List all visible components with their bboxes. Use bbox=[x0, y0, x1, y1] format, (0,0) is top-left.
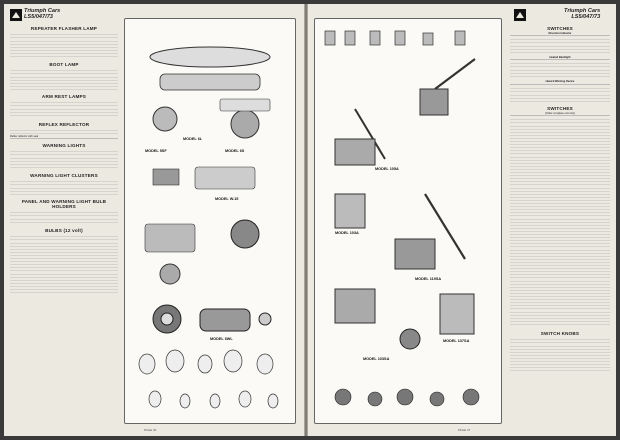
caption-model-103sa: MODEL 103SA bbox=[363, 357, 390, 361]
caption-model-6wl: MODEL 6WL bbox=[210, 337, 233, 341]
header-code: LS5/047/73 bbox=[24, 14, 53, 21]
section-title: REFLEX REFLECTOR bbox=[38, 122, 90, 127]
header-brand: Triumph Cars bbox=[24, 8, 61, 14]
triumph-logo-icon bbox=[514, 9, 526, 21]
subtitle-order-complete: (Order complete unit only) bbox=[545, 111, 575, 115]
right-page bbox=[308, 4, 616, 436]
subtitle-heated-backlight: Heated Backlight bbox=[549, 56, 571, 60]
section-title: BOOT LAMP bbox=[49, 62, 79, 67]
section-warning-clusters bbox=[10, 173, 118, 195]
section-bulbs bbox=[10, 228, 118, 294]
section-switch-knobs bbox=[510, 331, 610, 373]
page-header bbox=[24, 8, 60, 21]
header-brand: Triumph Cars bbox=[564, 8, 601, 14]
caption-model-w15: MODEL W.15 bbox=[215, 197, 239, 201]
caption-model-105a: MODEL 105A bbox=[375, 167, 399, 171]
caption-model-119sa: MODEL 119SA bbox=[415, 277, 442, 281]
page-header bbox=[564, 8, 600, 21]
lamp-parts-illustration bbox=[125, 19, 295, 423]
subtitle-hazard-warning: Hazard Warning Device bbox=[545, 80, 575, 84]
caption-model-5sf: MODEL 5SF bbox=[145, 149, 167, 153]
page-number: PAGE 36 bbox=[144, 428, 157, 432]
switch-parts-illustration bbox=[315, 19, 501, 423]
section-repeater-flasher bbox=[10, 26, 118, 58]
caption-model-137sa: MODEL 137SA bbox=[443, 339, 470, 343]
left-text-column bbox=[10, 26, 118, 298]
caption-model-6s: MODEL 6S bbox=[225, 149, 245, 153]
page-number: PAGE 37 bbox=[458, 428, 471, 432]
section-switches-table bbox=[510, 106, 610, 327]
section-bulb-holders bbox=[10, 199, 118, 224]
left-page bbox=[4, 4, 304, 436]
triumph-logo-icon bbox=[10, 9, 22, 21]
section-boot-lamp bbox=[10, 62, 118, 90]
section-arm-rest bbox=[10, 94, 118, 118]
section-title: WARNING LIGHTS bbox=[42, 143, 86, 149]
section-title: BULBS (12 volt) bbox=[45, 228, 83, 234]
section-title: ARM REST LAMPS bbox=[41, 94, 87, 99]
caption-model-6l: MODEL 6L bbox=[183, 137, 203, 141]
left-illustration-panel bbox=[124, 18, 296, 424]
header-code: LS5/047/73 bbox=[571, 14, 601, 21]
section-title: PANEL AND WARNING LIGHT BULB HOLDERS bbox=[21, 199, 107, 210]
subtitle-direction-indicator: Direction Indicator bbox=[548, 32, 572, 35]
section-warning-lights bbox=[10, 143, 118, 169]
right-illustration-panel bbox=[314, 18, 502, 424]
section-title: WARNING LIGHT CLUSTERS bbox=[30, 173, 98, 179]
section-title: SWITCH KNOBS bbox=[540, 330, 580, 336]
section-reflex bbox=[10, 122, 118, 139]
section-title: SWITCHES bbox=[547, 26, 573, 31]
caption-model-103a: MODEL 103A bbox=[335, 231, 359, 235]
reflex-note: Reflex reflector with seal bbox=[10, 135, 39, 138]
section-switches-top bbox=[510, 26, 610, 102]
right-text-column bbox=[510, 26, 610, 377]
section-title: SWITCHES bbox=[547, 105, 573, 111]
section-title: REPEATER FLASHER LAMP bbox=[30, 26, 98, 31]
